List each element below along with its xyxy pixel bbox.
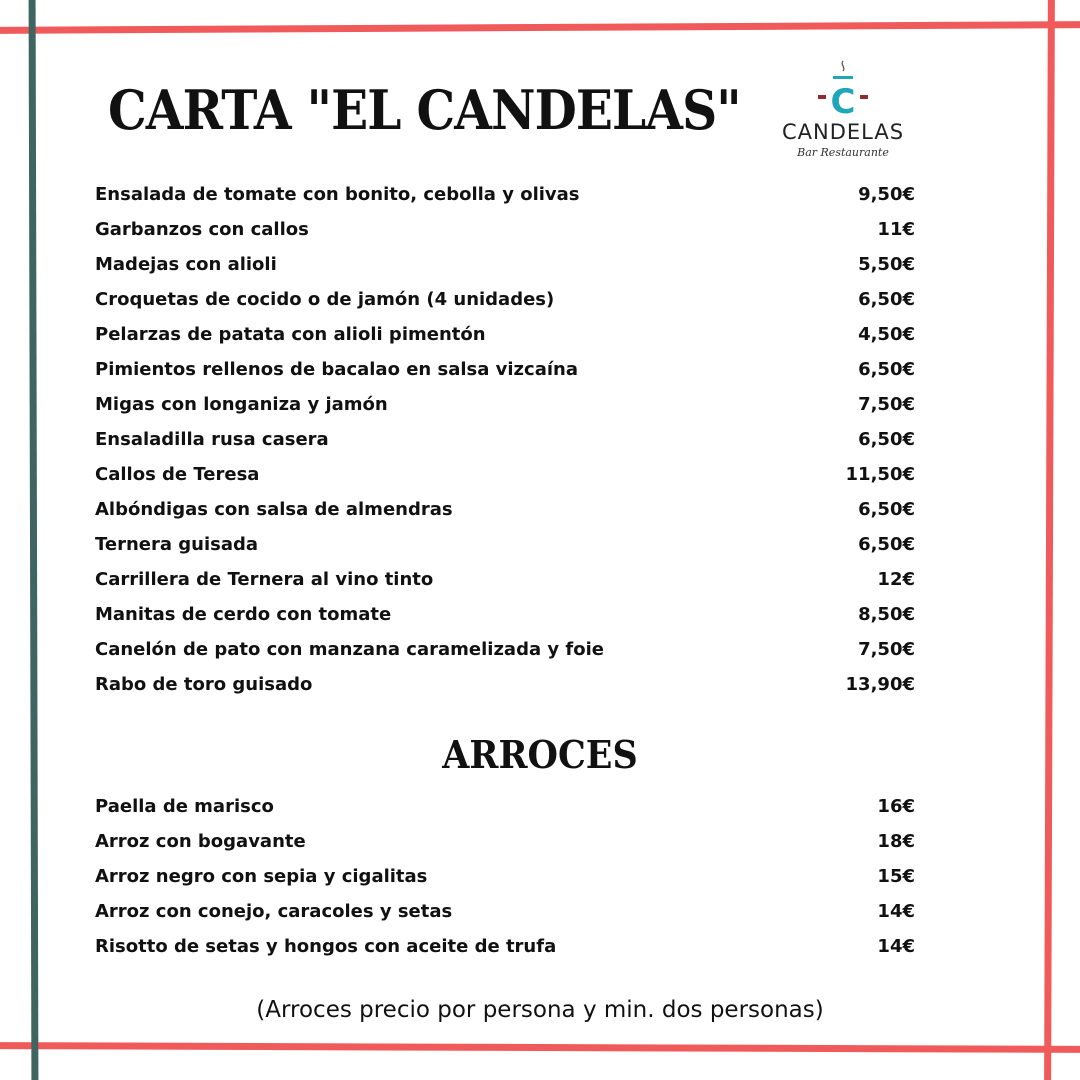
menu-item-price: 11€ <box>877 219 915 240</box>
menu-item-price: 16€ <box>877 796 915 817</box>
menu-item-name: Garbanzos con callos <box>95 219 309 240</box>
arroces-menu-list <box>95 789 915 964</box>
menu-item-price: 18€ <box>877 831 915 852</box>
menu-item-price: 6,50€ <box>858 289 915 310</box>
menu-item-price: 14€ <box>877 936 915 957</box>
menu-item-price: 9,50€ <box>858 184 915 205</box>
menu-item <box>95 597 915 632</box>
menu-item-price: 11,50€ <box>845 464 915 485</box>
menu-item <box>95 562 915 597</box>
menu-item-price: 8,50€ <box>858 604 915 625</box>
menu-item <box>95 282 915 317</box>
menu-item-name: Ternera guisada <box>95 534 259 555</box>
menu-item <box>95 457 915 492</box>
menu-item-price: 4,50€ <box>858 324 915 345</box>
menu-item <box>95 352 915 387</box>
arroces-footnote: (Arroces precio por persona y min. dos personas) <box>256 997 824 1023</box>
menu-item <box>95 859 915 894</box>
menu-item-price: 12€ <box>877 569 915 590</box>
menu-item-name: Ensalada de tomate con bonito, cebolla y olivas <box>95 184 580 205</box>
menu-item-price: 7,50€ <box>858 639 915 660</box>
menu-item <box>95 212 915 247</box>
frame-right-line <box>1044 0 1055 1080</box>
menu-item-name: Carrillera de Ternera al vino tinto <box>95 569 434 590</box>
menu-item-price: 6,50€ <box>858 359 915 380</box>
menu-item-name: Pelarzas de patata con alioli pimentón <box>95 324 486 345</box>
menu-item-name: Callos de Teresa <box>95 464 260 485</box>
menu-item-name: Migas con longaniza y jamón <box>95 394 388 415</box>
menu-item <box>95 894 915 929</box>
menu-item-name: Croquetas de cocido o de jamón (4 unidades) <box>95 289 555 310</box>
menu-item-name: Canelón de pato con manzana caramelizada y foie <box>95 639 604 660</box>
menu-item <box>95 632 915 667</box>
menu-item-name: Rabo de toro guisado <box>95 674 313 695</box>
menu-item-price: 5,50€ <box>858 254 915 275</box>
menu-item-price: 6,50€ <box>858 534 915 555</box>
menu-item-price: 15€ <box>877 866 915 887</box>
arroces-section-title: ARROCES <box>442 732 638 777</box>
menu-item <box>95 667 915 702</box>
menu-item-name: Ensaladilla rusa casera <box>95 429 329 450</box>
logo-mark-icon <box>768 58 918 120</box>
restaurant-logo <box>768 58 918 168</box>
menu-item <box>95 387 915 422</box>
menu-item-price: 13,90€ <box>845 674 915 695</box>
menu-item <box>95 422 915 457</box>
menu-item-price: 6,50€ <box>858 499 915 520</box>
menu-item <box>95 247 915 282</box>
menu-item-name: Risotto de setas y hongos con aceite de trufa <box>95 936 557 957</box>
menu-item <box>95 824 915 859</box>
menu-item <box>95 317 915 352</box>
menu-item-name: Paella de marisco <box>95 796 274 817</box>
menu-item-name: Madejas con alioli <box>95 254 277 275</box>
menu-item <box>95 929 915 964</box>
menu-item-name: Arroz negro con sepia y cigalitas <box>95 866 428 887</box>
menu-item-name: Manitas de cerdo con tomate <box>95 604 392 625</box>
menu-item-price: 14€ <box>877 901 915 922</box>
menu-item-name: Pimientos rellenos de bacalao en salsa vizcaína <box>95 359 578 380</box>
logo-name: CANDELAS <box>781 120 905 144</box>
menu-item-name: Arroz con conejo, caracoles y setas <box>95 901 453 922</box>
logo-subtitle: Bar Restaurante <box>797 146 889 159</box>
frame-bottom-line <box>0 1042 1080 1053</box>
menu-item-name: Albóndigas con salsa de almendras <box>95 499 453 520</box>
menu-item-name: Arroz con bogavante <box>95 831 306 852</box>
page-title: CARTA "EL CANDELAS" <box>108 78 741 142</box>
menu-item-price: 6,50€ <box>858 429 915 450</box>
menu-item <box>95 789 915 824</box>
menu-item <box>95 177 915 212</box>
frame-top-line <box>0 21 1080 34</box>
menu-item <box>95 527 915 562</box>
frame-left-line <box>29 0 39 1080</box>
logo-letter: C <box>830 82 856 120</box>
main-menu-list <box>95 177 915 702</box>
menu-item-price: 7,50€ <box>858 394 915 415</box>
menu-item <box>95 492 915 527</box>
